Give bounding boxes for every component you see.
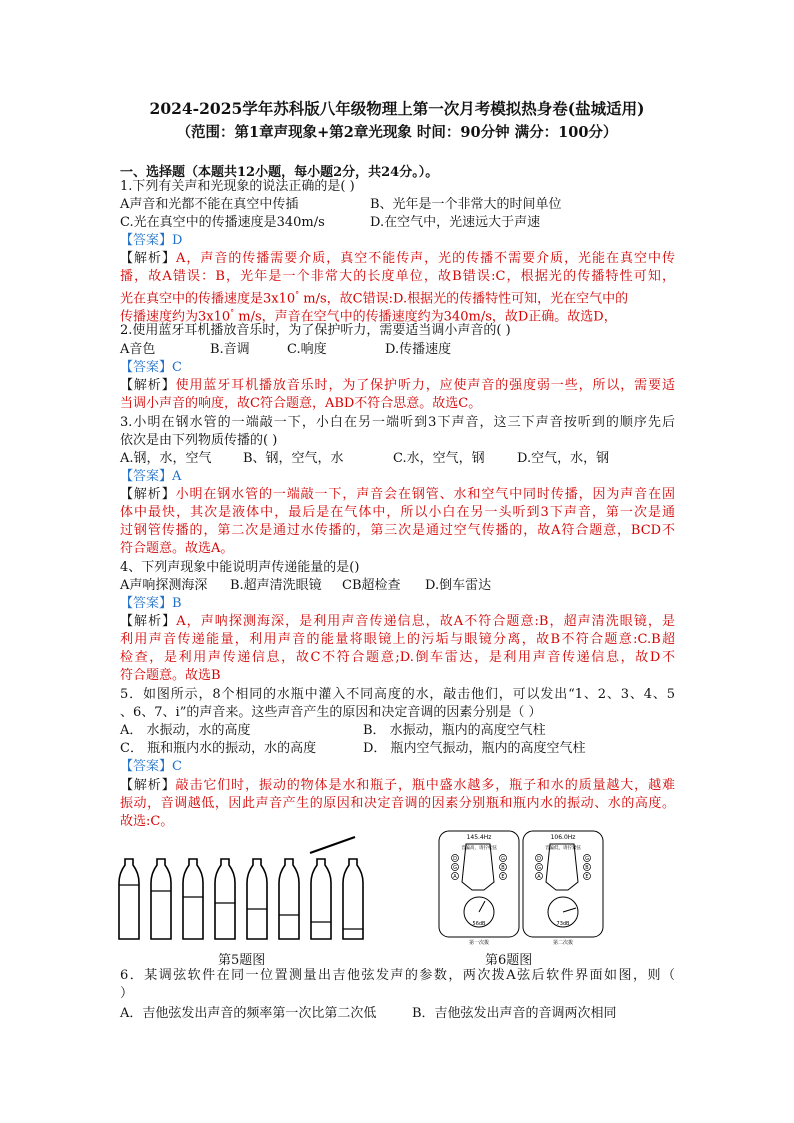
tuner2-label: 第二次拨 (552, 940, 574, 946)
q6-option-a: A．吉他弦发出声音的频率第一次比第二次低 (120, 1006, 377, 1021)
tuner-figure (438, 830, 604, 946)
tuner1-label: 第一次拨 (468, 940, 490, 946)
peg-label: G (585, 856, 589, 862)
q4-explanation-line4: 符合题意。故选B (120, 668, 221, 683)
tuner2-frequency: 106.0Hz (550, 834, 576, 841)
section-heading: 一、选择题（本题共12小题，每小题2分，共24分。）。 (120, 165, 439, 180)
q2-options (120, 341, 452, 359)
q6-stem-line1: 6．某调弦软件在同一位置测量出吉他弦发声的参数，两次拨A弦后软件界面如图，则（ (120, 968, 675, 983)
q1-answer (120, 232, 182, 250)
bottle (119, 859, 363, 939)
q3-explanation-line1: 【解析】小明在钢水管的一端敲一下，声音会在钢管、水和空气中同时传播，因为声音在固 (120, 487, 675, 502)
q3-stem-line1: 3.小明在钢水管的一端敲一下，小白在另一端听到3下声音，这三下声音按听到的顺序先后 (120, 415, 675, 430)
figure6-caption: 第6题图 (485, 953, 533, 968)
q5-explanation-line1: 【解析】敲击它们时，振动的物体是水和瓶子，瓶中盛水越多，瓶子和水的质量越大，越难 (120, 778, 675, 793)
q4-explanation-line3: 检查，是利用声传递信息，故C不符合题意;D.倒车雷达，是利用声音传递信息，故D不 (120, 650, 675, 665)
q5-options-ab (120, 722, 546, 740)
q2-option-a: A音色 (120, 342, 156, 357)
q4-explanation-line2: 利用声音传递能量，利用声音的能量将眼镜上的污垢与眼镜分离，故B不符合题意:C.B超 (120, 632, 675, 647)
q5-explanation-line2: 振动，音调越低，因此声音产生的原因和决定音调的因素分别瓶和瓶内水的振动、水的高度。 (120, 796, 675, 811)
q3-answer: 【答案】A (120, 469, 182, 484)
q1-answer-value: D (172, 233, 183, 248)
q4-answer: 【答案】B (120, 596, 182, 611)
peg-label: E (501, 874, 505, 880)
q4-explanation-line1: 【解析】A，声呐探测海深，是利用声音传递信息，故A不符合题意:B，超声清洗眼镜，是 (120, 614, 675, 629)
figure5-caption: 第5题图 (218, 953, 266, 968)
q1-explanation-line4: 传播速度约为3x10° m/s，声音在空气中的传播速度约为340m/s，故D正确。故选D， (120, 308, 617, 325)
q5-option-d: D． 瓶内空气振动，瓶内的高度空气柱 (363, 741, 586, 756)
answer-tag: 【答案】 (120, 233, 173, 248)
peg-label: G (537, 865, 541, 871)
water-level (119, 885, 363, 929)
peg-label: A (453, 874, 457, 880)
exam-subtitle: （范围：第1章声现象+第2章光现象 时间：90分钟 满分：100分） (176, 124, 618, 141)
q4-option-a: A声响探测海深 (120, 578, 208, 593)
q6-option-b: B．吉他弦发出声音的音调两次相同 (412, 1006, 617, 1021)
q2-explanation-line2: 当调小声音的响度，故C符合题意，ABD不符合思意。故选C。 (120, 396, 482, 411)
analysis-tag: 【解析】 (120, 251, 176, 266)
peg-label: D (453, 856, 457, 862)
q3-explanation-line3: 过钢管传播的，第二次是通过水传播的，第三次是通过空气传播的，故A符合题意，BCD不 (120, 523, 675, 538)
q1-option-d: D.在空气中，光速远大于声速 (370, 215, 541, 230)
q1-explanation-line1: 【解析】A，声音的传播需要介质，真空不能传声，光的传播不需要介质，光能在真空中传 (120, 251, 675, 266)
q4-options (120, 577, 492, 595)
q2-option-b: B.音调 (210, 342, 250, 357)
tuner1-db: 56dB (472, 921, 486, 927)
gauge-needle (479, 901, 485, 912)
q4-option-c: CB超检查 (342, 578, 401, 593)
peg-label: B (585, 865, 589, 871)
q5-answer: 【答案】C (120, 759, 182, 774)
q5-stem-line1: 5．如图所示，8个相同的水瓶中灌入不同高度的水，敲击他们，可以发出“1、2、3、4、5 (120, 687, 675, 702)
q1-option-c: C.光在真空中的传播速度是340m/s (120, 215, 325, 230)
q3-stem-line2: 依次是由下列物质传播的( ) (120, 433, 278, 448)
q2-explanation-line1: 【解析】使用蓝牙耳机播放音乐时，为了保护听力，应使声音的强度弱一些，所以，需要适 (120, 378, 675, 393)
q1-options-ab (120, 196, 562, 214)
q2-answer: 【答案】C (120, 360, 182, 375)
q1-option-b: B、光年是一个非常大的时间单位 (370, 197, 562, 212)
q2-stem: 2.使用蓝牙耳机播放音乐时，为了保护听力，需要适当调小声音的( ) (120, 323, 511, 338)
tuner1-frequency: 145.4Hz (466, 834, 492, 841)
q5-explanation-line3: 故选:C。 (120, 814, 174, 829)
q4-option-d: D.倒车雷达 (425, 578, 492, 593)
q4-stem: 4、下列声现象中能说明声传递能量的是() (120, 560, 360, 575)
q3-explanation-line4: 符合题意。故选A。 (120, 541, 234, 556)
q3-option-d: D.空气，水，钢 (517, 451, 610, 466)
peg-label: B (501, 865, 505, 871)
q5-option-a: A． 水振动，水的高度 (120, 723, 251, 738)
tuner2-db: 73dB (556, 921, 570, 927)
q2-option-c: C.响度 (287, 342, 327, 357)
peg-label: E (585, 874, 589, 880)
q5-option-b: B． 水振动，瓶内的高度空气柱 (363, 723, 546, 738)
q5-option-c: C． 瓶和瓶内水的振动，水的高度 (120, 741, 317, 756)
peg-label: A (537, 874, 541, 880)
q1-options-cd (120, 214, 541, 232)
q3-option-b: B、钢，空气，水 (243, 451, 344, 466)
q1-explanation-line2: 播，故A错误：B，光年是一个非常大的长度单位，故B错误:C，根据光的传播特性可知， (120, 269, 675, 284)
q4-option-b: B.超声清洗眼镜 (230, 578, 322, 593)
q6-stem-line2: ） (120, 986, 134, 1001)
q1-explanation-line3: 光在真空中的传播速度是3x10° m/s，故C错误:D.根据光的传播特性可知，光在空气中的 (120, 290, 629, 307)
q5-stem-line2: 、6、7、i”的声音来。这些声音产生的原因和决定音调的因素分别是（ ） (120, 705, 542, 720)
gauge-needle (563, 908, 576, 912)
peg-label: G (501, 856, 505, 862)
q6-options-ab (120, 1005, 617, 1023)
tuner2-hint: 音偏低，请拧紧弦 (545, 846, 581, 851)
q1-option-a: A声音和光都不能在真空中传插 (120, 197, 299, 212)
q3-option-a: A.钢，水，空气 (120, 451, 212, 466)
peg-label: D (537, 856, 541, 862)
exam-title: 2024-2025学年苏科版八年级物理上第一次月考模拟热身卷(盐城适用) (149, 99, 645, 118)
tuner1-hint: 音偏高，请拧松弦 (461, 846, 497, 851)
q3-options (120, 450, 610, 468)
peg-label: G (453, 865, 457, 871)
q2-option-d: D.传播速度 (385, 342, 452, 357)
q1-stem: 1.下列有关声和光现象的说法正确的是( ) (120, 179, 355, 194)
q3-explanation-line2: 体中最快，其次是液体中，最后是在气体中，所以小白在另一头听到3下声音，第一次是通 (120, 505, 675, 520)
bottles-figure (115, 835, 365, 945)
q5-options-cd (120, 740, 586, 758)
striking-stick (310, 837, 355, 853)
q3-option-c: C.水，空气，钢 (393, 451, 485, 466)
